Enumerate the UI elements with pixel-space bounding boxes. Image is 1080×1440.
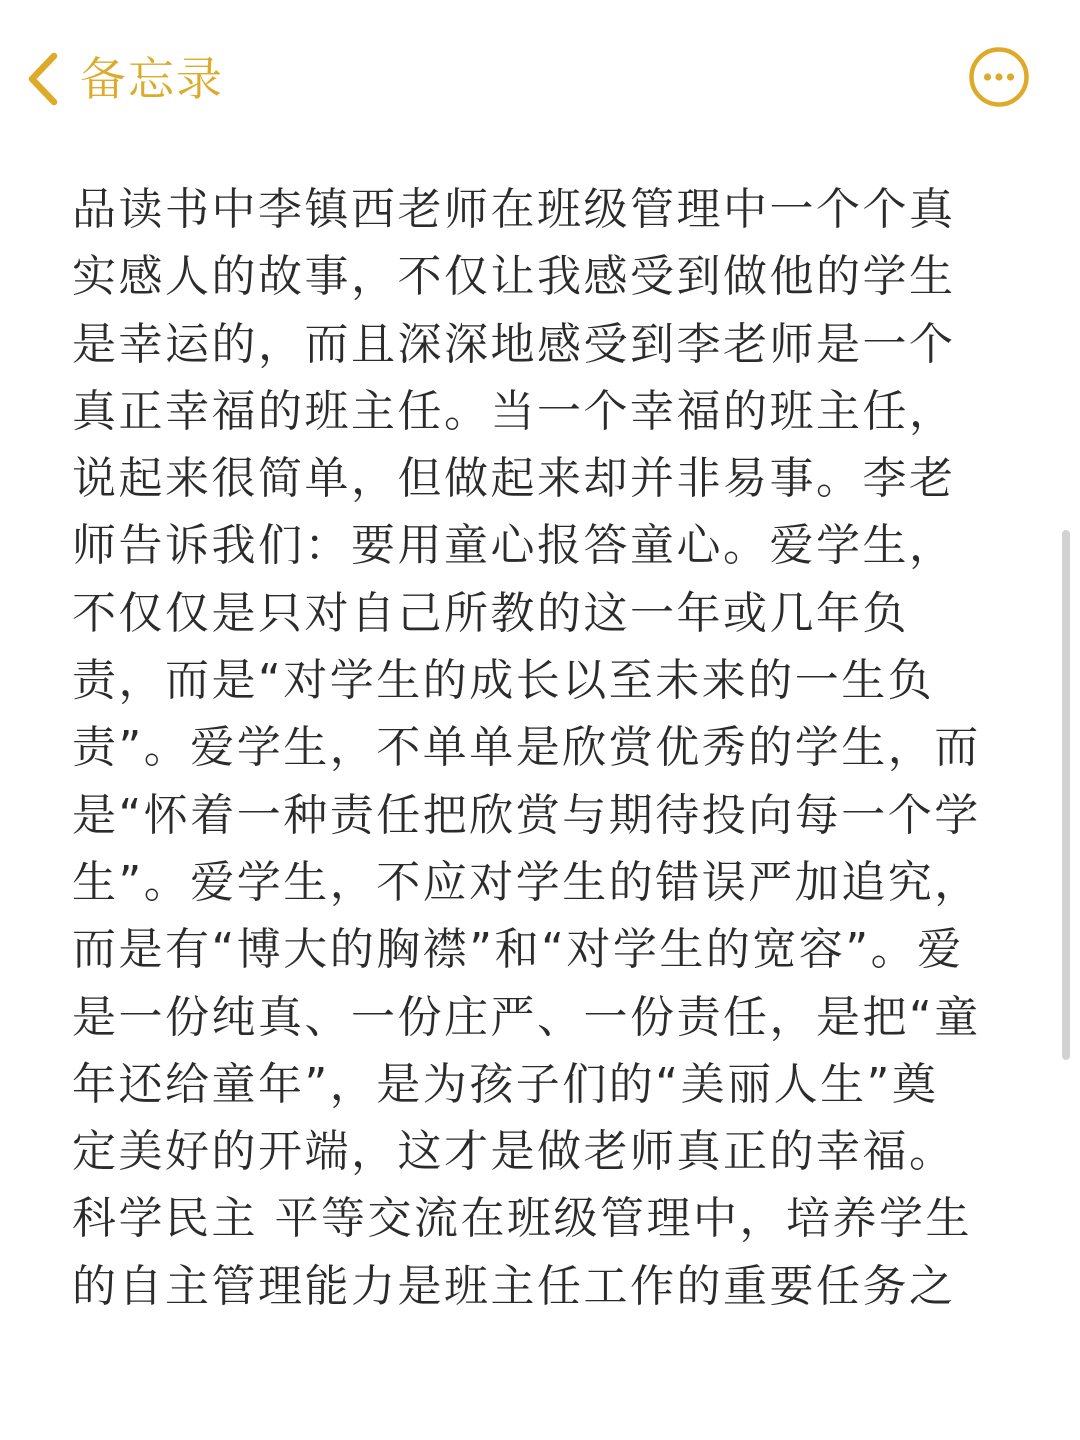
note-line: 实感人的故事，不仅让我感受到做他的学生 (72, 251, 956, 303)
note-line: 年还给童年”，是为孩子们的“美丽人生”奠 (72, 1058, 939, 1110)
note-line: 是“怀着一种责任把欣赏与期待投向每一个学 (72, 789, 981, 841)
note-line: 而是有“博大的胸襟”和“对学生的宽容”。爱 (72, 924, 964, 976)
note-line: 不仅仅是只对自己所教的这一年或几年负 (72, 587, 909, 639)
note-line: 定美好的开端，这才是做老师真正的幸福。 (72, 1126, 956, 1178)
note-line: 科学民主 平等交流在班级管理中，培养学生 (72, 1193, 972, 1245)
note-body-text[interactable] (72, 176, 1016, 1316)
more-ellipsis-circle-icon (968, 46, 1030, 108)
note-line: 是一份纯真、一份庄严、一份责任，是把“童 (72, 991, 981, 1043)
note-line: 师告诉我们：要用童心报答童心。爱学生， (72, 520, 956, 572)
back-button[interactable] (20, 44, 224, 114)
note-line: 生”。爱学生，不应对学生的错误严加追究， (72, 856, 981, 908)
back-label: 备忘录 (80, 52, 224, 106)
scrollbar[interactable] (1062, 530, 1070, 1060)
note-line: 责，而是“对学生的成长以至未来的一生负 (72, 655, 935, 707)
note-line: 的自主管理能力是班主任工作的重要任务之 (72, 1260, 956, 1312)
note-line: 责”。爱学生，不单单是欣赏优秀的学生，而 (72, 722, 981, 774)
note-line: 是幸运的，而且深深地感受到李老师是一个 (72, 318, 956, 370)
note-line: 品读书中李镇西老师在班级管理中一个个真 (72, 184, 956, 235)
note-line: 说起来很简单，但做起来却并非易事。李老 (72, 453, 956, 505)
navigation-bar (0, 0, 1080, 160)
note-line: 真正幸福的班主任。当一个幸福的班主任， (72, 385, 956, 437)
more-options-button[interactable] (968, 46, 1030, 108)
chevron-left-icon (20, 46, 64, 112)
